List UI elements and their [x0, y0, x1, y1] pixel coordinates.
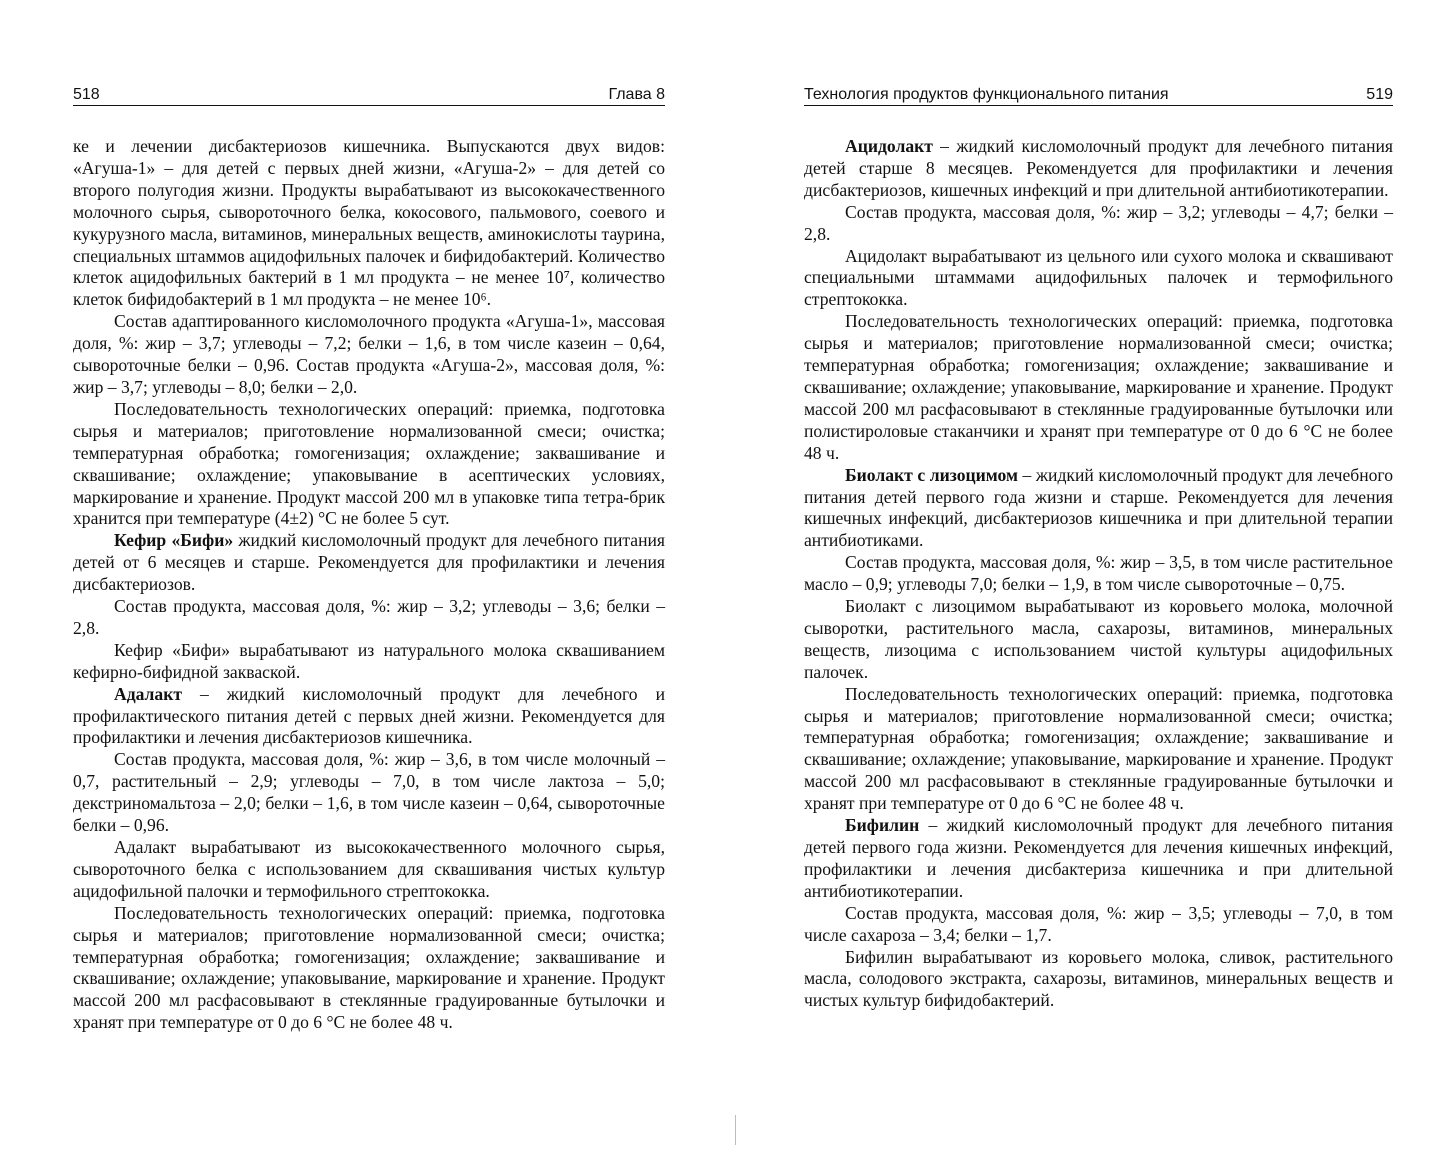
paragraph: [804, 596, 1393, 684]
paragraph-text: Состав продукта, массовая доля, %: жир – 3,2; углеводы – 4,7; белки – 2,8.: [804, 201, 1393, 244]
paragraph: [804, 903, 1393, 947]
paragraph-text: Последовательность технологических операций: приемка, подготовка сырья и материалов; приготовление нормализованной смеси; очистка; температурная обработка; гомогенизация; охлаждение; заквашивание и сквашивание; охлаждение; упаковывание, маркирование и хранение. Продукт массой 200 мл расфасовывают в стеклянные градуированные бутылочки или полистироловые стаканчики и хранят при температуре от 0 до 6 °С не более 48 ч.: [804, 311, 1393, 463]
right-page-body: [804, 136, 1393, 1012]
left-page-body: [73, 136, 665, 1034]
paragraph: [804, 202, 1393, 246]
paragraph-text: Биолакт с лизоцимом вырабатывают из коровьего молока, молочной сыворотки, растительного масла, сахарозы, витаминов, минеральных веществ, лизоцима с использованием чистой культуры ацидофильных палочек.: [804, 596, 1393, 682]
product-term: Адалакт: [114, 683, 183, 704]
paragraph: [804, 311, 1393, 464]
paragraph-text: жидкий кисломолочный продукт для лечебного питания детей от 6 месяцев и старше. Рекомендуется для профилактики и лечения дисбактериозов.: [73, 530, 665, 595]
paragraph-text: Адалакт вырабатывают из высококачественного молочного сырья, сывороточного белка с использованием для сквашивания чистых культур ацидофильной палочки и термофильного стрептококка.: [73, 837, 665, 901]
paragraph-text: Последовательность технологических операций: приемка, подготовка сырья и материалов; приготовление нормализованной смеси; очистка; температурная обработка; гомогенизация; охлаждение; заквашивание и сквашивание; охлаждение; упаковывание в асептических условиях, маркирование и хранение. Продукт массой 200 мл в упаковке типа тетра-брик хранится при температуре (4±2) °С не более 5 сут.: [73, 398, 665, 529]
paragraph-text: – жидкий кисломолочный продукт для лечебного питания детей старше 8 месяцев. Рекомендуется для профилактики и лечения дисбактериозов, кишечных инфекций и при длительной антибиотикотерапии.: [804, 136, 1393, 200]
paragraph-text: Ацидолакт вырабатывают из цельного или сухого молока и сквашивают специальными штаммами ацидофильных палочек и термофильного стрептококка.: [804, 245, 1393, 310]
product-term: Биолакт с лизоцимом: [845, 464, 1018, 485]
paragraph-text: Бифилин вырабатывают из коровьего молока, сливок, растительного масла, солодового экстракта, сахарозы, витаминов, минеральных веществ и чистых культур бифидобактерий.: [804, 946, 1393, 1011]
paragraph: [73, 399, 665, 530]
paragraph-text: Кефир «Бифи» вырабатывают из натурального молока сквашиванием кефирно-бифидной закваской.: [73, 639, 665, 682]
paragraph: [73, 596, 665, 640]
paragraph: [804, 246, 1393, 312]
paragraph: [804, 136, 1393, 202]
left-page-header: [73, 83, 665, 106]
paragraph: [73, 749, 665, 837]
paragraph: [804, 465, 1393, 553]
right-page-header: [804, 83, 1393, 106]
paragraph-text: Состав продукта, массовая доля, %: жир – 3,5, в том числе растительное масло – 0,9; углеводы 7,0; белки – 1,9, в том числе сывороточные – 0,75.: [804, 552, 1393, 595]
gutter-mark: [735, 1115, 736, 1145]
running-head: Глава 8: [608, 86, 665, 103]
paragraph-text: – жидкий кисломолочный продукт для лечебного питания детей первого года жизни и старше. Рекомендуется для лечения кишечных инфекций, дисбактериозов кишечника и при длительной терапии антибиотиками.: [804, 464, 1393, 551]
product-term: Бифилин: [845, 815, 920, 836]
paragraph: [73, 530, 665, 596]
paragraph: [804, 815, 1393, 903]
running-head: Технология продуктов функционального питания: [804, 86, 1169, 103]
paragraph: [73, 837, 665, 903]
paragraph: [73, 903, 665, 1034]
paragraph: [804, 684, 1393, 815]
paragraph: [73, 136, 665, 311]
paragraph-text: Состав продукта, массовая доля, %: жир – 3,5; углеводы – 7,0, в том числе сахароза – 3,4; белки – 1,7.: [804, 902, 1393, 945]
paragraph-text: ке и лечении дисбактериозов кишечника. Выпускаются двух видов: «Агуша-1» – для детей с первых дней жизни, «Агуша-2» – для детей со второго полугодия жизни. Продукты вырабатывают из высококачественного молочного сырья, сывороточного белка, кокосового, пальмового, соевого и кукурузного масла, витаминов, минеральных веществ, аминокислоты таурина, специальных штаммов ацидофильных палочек и бифидобактерий. Количество клеток ацидофильных бактерий в 1 мл продукта – не менее 10⁷, количество клеток бифидобактерий в 1 мл продукта – не менее 10⁶.: [73, 136, 665, 310]
page-number: 518: [73, 86, 100, 103]
paragraph-text: Состав адаптированного кисломолочного продукта «Агуша-1», массовая доля, %: жир – 3,7; углеводы – 7,2; белки – 1,6, в том числе казеин – 0,64, сывороточные белки – 0,96. Состав продукта «Агуша-2», массовая доля, %: жир – 3,7; углеводы – 8,0; белки – 2,0.: [73, 311, 665, 397]
product-term: Ацидолакт: [845, 136, 933, 156]
paragraph-text: Состав продукта, массовая доля, %: жир – 3,6, в том числе молочный – 0,7, растительный – 2,9; углеводы – 7,0, в том числе лактоза – 5,0; декстриномальтоза – 2,0; белки – 1,6, в том числе казеин – 0,64, сывороточные белки – 0,96.: [73, 749, 665, 836]
paragraph: [73, 311, 665, 399]
paragraph-text: – жидкий кисломолочный продукт для лечебного и профилактического питания детей с первых дней жизни. Рекомендуется для профилактики и лечения дисбактериозов кишечника.: [73, 683, 665, 748]
paragraph: [804, 947, 1393, 1013]
paragraph-text: Последовательность технологических операций: приемка, подготовка сырья и материалов; приготовление нормализованной смеси; очистка; температурная обработка; гомогенизация; охлаждение; заквашивание и сквашивание; охлаждение; упаковывание, маркирование и хранение. Продукт массой 200 мл расфасовывают в стеклянные градуированные бутылочки и хранят при температуре от 0 до 6 °С не более 48 ч.: [804, 683, 1393, 814]
paragraph-text: – жидкий кисломолочный продукт для лечебного питания детей первого года жизни. Рекомендуется для лечения кишечных инфекций, профилактики и лечения дисбактериза кишечника и при длительной антибиотикотерапии.: [804, 815, 1393, 901]
paragraph-text: Состав продукта, массовая доля, %: жир – 3,2; углеводы – 3,6; белки – 2,8.: [73, 596, 665, 638]
paragraph: [73, 640, 665, 684]
page-number: 519: [1366, 86, 1393, 103]
right-page: [728, 0, 1456, 1159]
product-term: Кефир «Бифи»: [114, 530, 234, 551]
paragraph-text: Последовательность технологических операций: приемка, подготовка сырья и материалов; приготовление нормализованной смеси; очистка; температурная обработка; гомогенизация; охлаждение; заквашивание и сквашивание; охлаждение; упаковывание, маркирование и хранение. Продукт массой 200 мл расфасовывают в стеклянные градуированные бутылочки и хранят при температуре от 0 до 6 °С не более 48 ч.: [73, 902, 665, 1033]
paragraph: [73, 684, 665, 750]
paragraph: [804, 552, 1393, 596]
